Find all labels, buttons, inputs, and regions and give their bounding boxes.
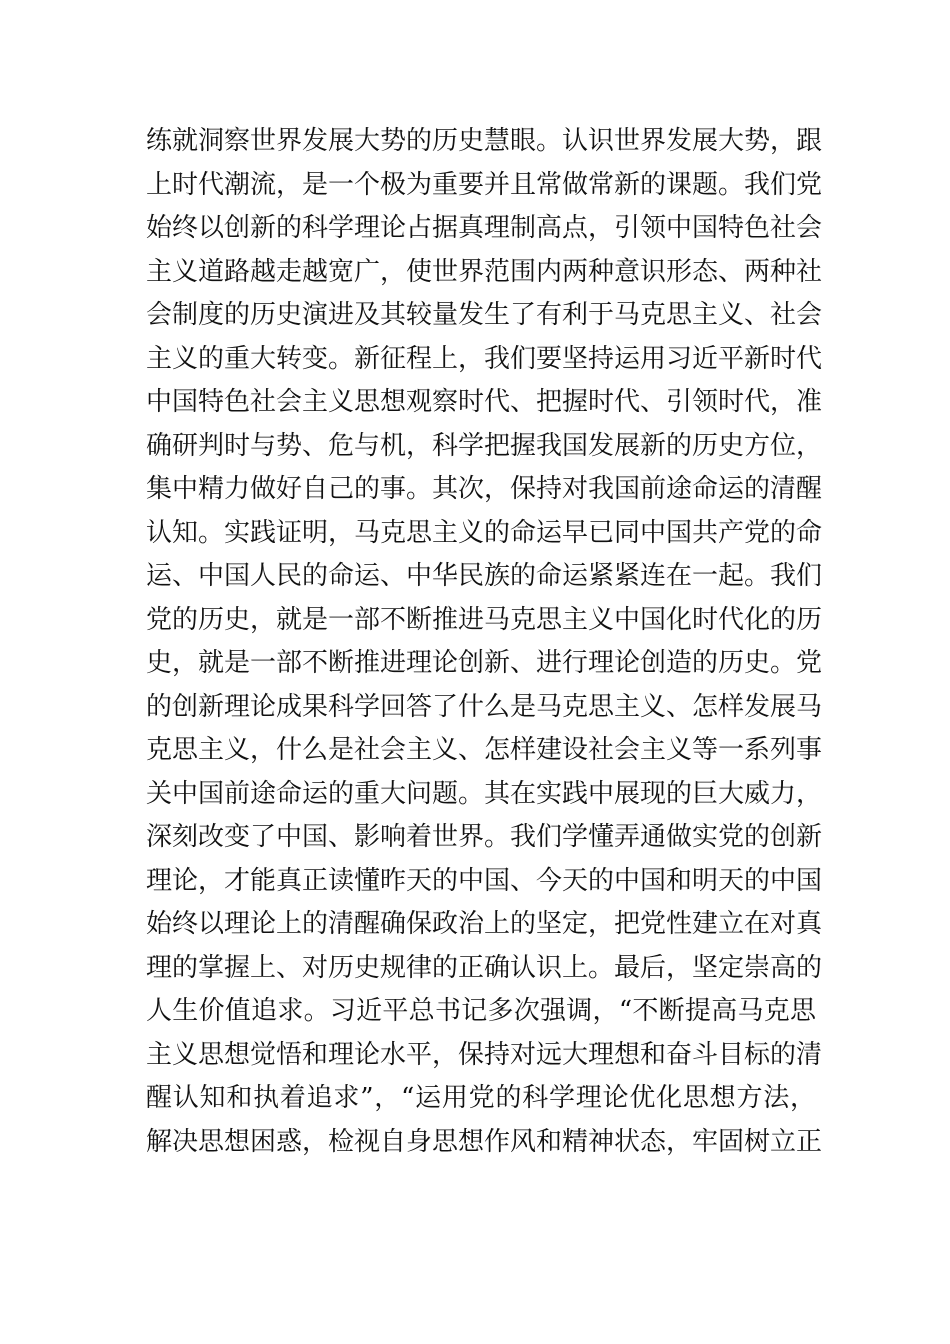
text-line-24: 解决思想困惑，检视自身思想作风和精神状态，牢固树立正 bbox=[146, 1126, 823, 1157]
text-line-1: 练就洞察世界发展大势的历史慧眼。认识世界发展大势，跟 bbox=[146, 126, 823, 156]
text-line-18: 理论，才能真正读懂昨天的中国、今天的中国和明天的中国 bbox=[146, 865, 823, 896]
text-line-17: 深刻改变了中国、影响着世界。我们学懂弄通做实党的创新 bbox=[146, 822, 823, 852]
text-line-10: 认知。实践证明，马克思主义的命运早已同中国共产党的命 bbox=[146, 517, 823, 548]
text-line-19: 始终以理论上的清醒确保政治上的坚定，把党性建立在对真 bbox=[146, 909, 823, 939]
text-line-12: 党的历史，就是一部不断推进马克思主义中国化时代化的历 bbox=[146, 604, 823, 635]
text-line-13: 史，就是一部不断推进理论创新、进行理论创造的历史。党 bbox=[146, 648, 823, 678]
text-line-4: 主义道路越走越宽广，使世界范围内两种意识形态、两种社 bbox=[146, 256, 823, 287]
text-line-2: 上时代潮流，是一个极为重要并且常做常新的课题。我们党 bbox=[146, 169, 823, 200]
text-line-6: 主义的重大转变。新征程上，我们要坚持运用习近平新时代 bbox=[146, 343, 823, 374]
text-line-16: 关中国前途命运的重大问题。其在实践中展现的巨大威力， bbox=[146, 778, 823, 809]
text-line-5: 会制度的历史演进及其较量发生了有利于马克思主义、社会 bbox=[146, 300, 823, 330]
text-line-22: 主义思想觉悟和理论水平，保持对远大理想和奋斗目标的清 bbox=[146, 1039, 823, 1070]
text-line-20: 理的掌握上、对历史规律的正确认识上。最后，坚定崇高的 bbox=[146, 952, 823, 983]
text-line-3: 始终以创新的科学理论占据真理制高点，引领中国特色社会 bbox=[146, 213, 823, 243]
text-line-9: 集中精力做好自己的事。其次，保持对我国前途命运的清醒 bbox=[146, 474, 823, 504]
text-line-21: 人生价值追求。习近平总书记多次强调，“不断提高马克思 bbox=[146, 996, 816, 1026]
text-line-15: 克思主义，什么是社会主义、怎样建设社会主义等一系列事 bbox=[146, 735, 823, 765]
text-line-14: 的创新理论成果科学回答了什么是马克思主义、怎样发展马 bbox=[146, 691, 823, 722]
text-line-8: 确研判时与势、危与机，科学把握我国发展新的历史方位， bbox=[146, 430, 823, 461]
text-line-7: 中国特色社会主义思想观察时代、把握时代、引领时代，准 bbox=[146, 387, 823, 417]
text-line-11: 运、中国人民的命运、中华民族的命运紧紧连在一起。我们 bbox=[146, 561, 823, 591]
text-line-23: 醒认知和执着追求”，“运用党的科学理论优化思想方法， bbox=[146, 1083, 816, 1113]
body-paragraph bbox=[146, 120, 823, 1164]
